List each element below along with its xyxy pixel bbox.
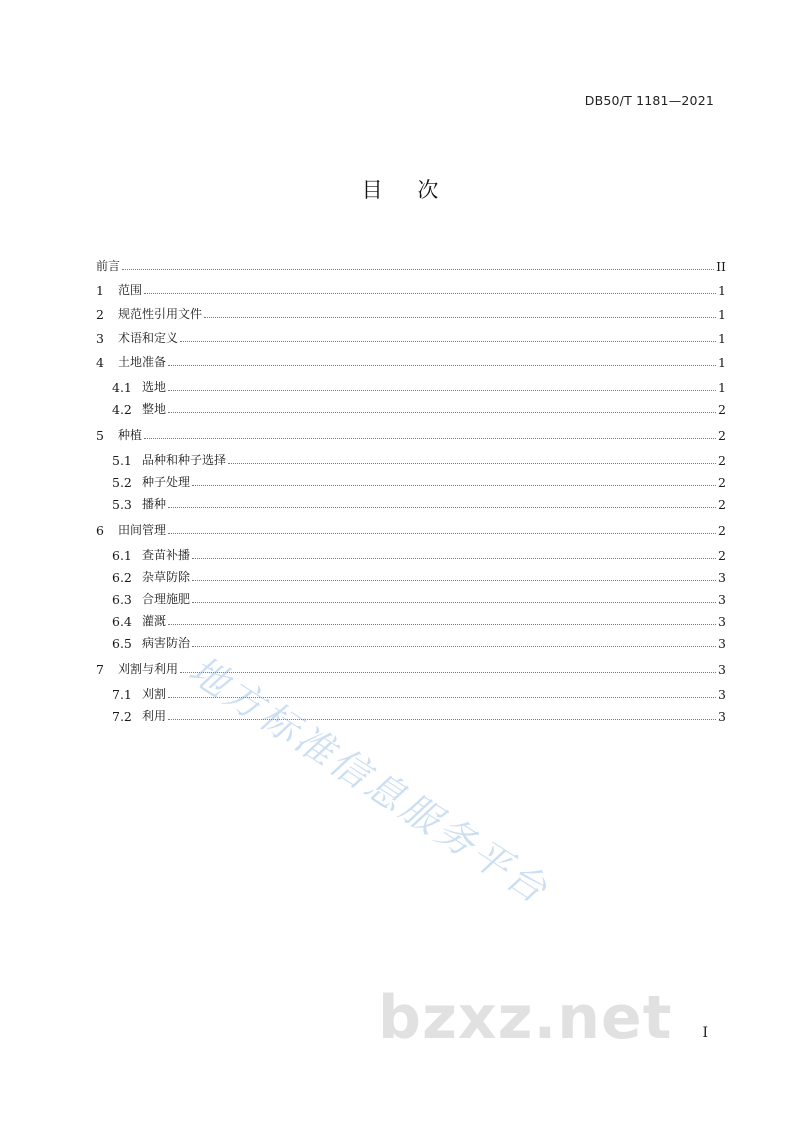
toc-entry-page: 1 (718, 283, 726, 298)
toc-entry-label: 土地准备 (118, 355, 167, 369)
page-number: I (702, 1025, 708, 1041)
toc-entry-number: 6 (96, 523, 104, 538)
toc-entry[interactable] (112, 633, 726, 651)
toc-entry-number: 3 (96, 331, 104, 346)
toc-dot-leader (192, 579, 716, 581)
toc-entry-number: 5.3 (112, 497, 132, 512)
toc-entry-page: 3 (718, 709, 726, 724)
toc-dot-leader (180, 671, 716, 673)
toc-entry-number: 5.1 (112, 453, 132, 468)
watermark-brand: bzxz.net (378, 983, 673, 1053)
toc-entry[interactable] (96, 304, 726, 322)
toc-entry[interactable] (112, 611, 726, 629)
toc-dot-leader (144, 292, 716, 294)
toc-entry-label: 合理施肥 (142, 592, 191, 606)
toc-entry-page: 2 (718, 523, 726, 538)
toc-entry-number: 7.1 (112, 687, 132, 702)
toc-entry-page: 3 (718, 570, 726, 585)
toc-entry[interactable] (112, 494, 726, 512)
toc-entry[interactable] (112, 399, 726, 417)
toc-entry-number: 6.5 (112, 636, 132, 651)
toc-entry-page: 1 (718, 380, 726, 395)
toc-dot-leader (204, 316, 716, 318)
toc-entry-label: 播种 (142, 497, 167, 511)
toc-entry-label: 利用 (142, 709, 167, 723)
toc-entry-label: 灌溉 (142, 614, 167, 628)
toc-dot-leader (228, 462, 716, 464)
toc-dot-leader (168, 623, 716, 625)
toc-entry[interactable] (96, 352, 726, 370)
toc-entry-page: 3 (718, 662, 726, 677)
toc-entry-label: 整地 (142, 402, 167, 416)
toc-dot-leader (122, 268, 714, 270)
toc-entry-page: 2 (718, 453, 726, 468)
toc-entry-label: 刈割与利用 (118, 662, 179, 676)
toc-entry-number: 1 (96, 283, 104, 298)
toc-entry-page: 3 (718, 636, 726, 651)
toc-entry[interactable] (96, 659, 726, 677)
toc-entry-page: 3 (718, 592, 726, 607)
page-title: 目 次 (361, 178, 453, 202)
toc-dot-leader (192, 601, 716, 603)
toc-entry-page: 3 (718, 687, 726, 702)
toc-entry-label: 术语和定义 (118, 331, 179, 345)
toc-entry[interactable] (112, 472, 726, 490)
toc-entry-number: 6.1 (112, 548, 132, 563)
toc-dot-leader (168, 718, 716, 720)
toc-entry-page: 2 (718, 497, 726, 512)
toc-entry[interactable] (112, 589, 726, 607)
toc-dot-leader (168, 696, 716, 698)
toc-entry-label: 杂草防除 (142, 570, 191, 584)
watermark-text: 地方标准信息服务平台 (181, 647, 558, 914)
toc-dot-leader (168, 506, 716, 508)
toc-entry-number: 6.2 (112, 570, 132, 585)
toc-entry-page: 1 (718, 355, 726, 370)
toc-entry-number: 7 (96, 662, 104, 677)
document-code: DB50/T 1181—2021 (584, 93, 714, 108)
toc-entry-label: 种子处理 (142, 475, 191, 489)
toc-entry-label: 品种和种子选择 (142, 453, 227, 467)
toc-entry[interactable] (96, 328, 726, 346)
toc-entry-page: 2 (718, 475, 726, 490)
toc-entry[interactable] (112, 684, 726, 702)
toc-entry-number: 5 (96, 428, 104, 443)
toc-dot-leader (168, 532, 716, 534)
toc-entry-label: 选地 (142, 380, 167, 394)
toc-entry-page: 3 (718, 614, 726, 629)
toc-entry[interactable] (96, 520, 726, 538)
toc-dot-leader (192, 484, 716, 486)
toc-entry[interactable] (112, 450, 726, 468)
toc-entry-label: 规范性引用文件 (118, 307, 203, 321)
toc-entry-number: 2 (96, 307, 104, 322)
toc-entry-page: II (716, 259, 726, 274)
toc-entry[interactable] (96, 280, 726, 298)
toc-dot-leader (168, 411, 716, 413)
toc-entry[interactable] (112, 545, 726, 563)
toc-entry-label: 前言 (96, 259, 121, 273)
toc-dot-leader (180, 340, 716, 342)
toc-entry-label: 田间管理 (118, 523, 167, 537)
toc-entry-page: 2 (718, 548, 726, 563)
toc-entry-page: 1 (718, 307, 726, 322)
toc-entry[interactable] (112, 377, 726, 395)
toc-entry-label: 范围 (118, 283, 143, 297)
toc-entry-number: 7.2 (112, 709, 132, 724)
toc-dot-leader (168, 364, 716, 366)
toc-entry[interactable] (112, 567, 726, 585)
toc-entry[interactable] (96, 256, 726, 274)
toc-entry-number: 5.2 (112, 475, 132, 490)
toc-dot-leader (144, 437, 716, 439)
toc-entry-label: 刈割 (142, 687, 167, 701)
toc-entry-number: 6.3 (112, 592, 132, 607)
toc-entry-label: 病害防治 (142, 636, 191, 650)
toc-entry-label: 查苗补播 (142, 548, 191, 562)
toc-entry-page: 2 (718, 428, 726, 443)
toc-entry-number: 4.1 (112, 380, 132, 395)
toc-entry[interactable] (112, 706, 726, 724)
toc-dot-leader (192, 645, 716, 647)
toc-dot-leader (192, 557, 716, 559)
toc-entry[interactable] (96, 425, 726, 443)
toc-dot-leader (168, 389, 716, 391)
toc-entry-page: 1 (718, 331, 726, 346)
toc-entry-label: 种植 (118, 428, 143, 442)
toc-entry-number: 4 (96, 355, 104, 370)
toc-entry-number: 6.4 (112, 614, 132, 629)
toc-entry-number: 4.2 (112, 402, 132, 417)
toc-entry-page: 2 (718, 402, 726, 417)
